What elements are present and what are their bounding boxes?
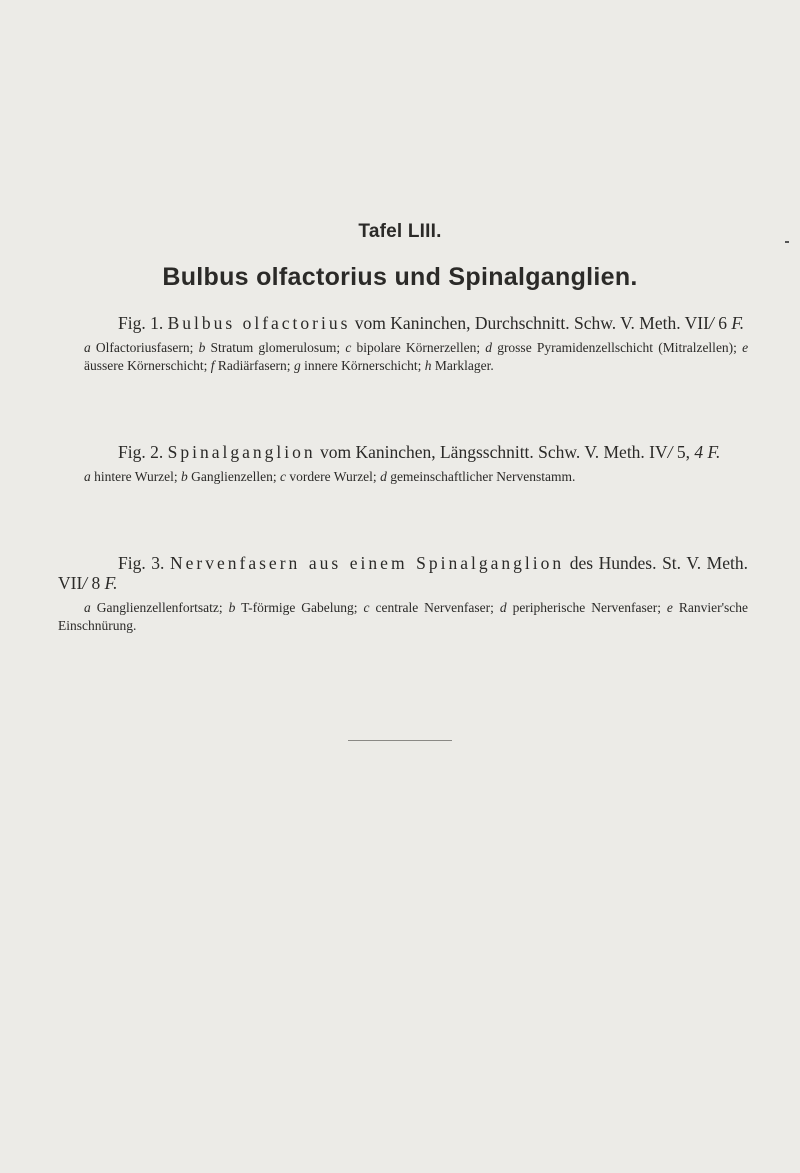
figure-2-unit: 4 F. (694, 442, 721, 462)
legend-text: Stratum glomerulosum; (210, 340, 341, 355)
legend-text: peripherische Nervenfaser; (512, 600, 661, 615)
legend-key: d (380, 469, 387, 484)
figure-3-title (58, 553, 748, 593)
figure-2-title (58, 442, 748, 462)
legend-key: c (280, 469, 287, 484)
figure-2-label: Fig. 2. (118, 442, 164, 462)
legend-text: centrale Nervenfaser; (375, 600, 494, 615)
legend-text: äussere Körnerschicht; (84, 358, 208, 373)
legend-text: vordere Wurzel; (289, 469, 377, 484)
figure-1-title (58, 313, 748, 333)
figure-3-slash: / (82, 573, 88, 593)
figure-2-description: vom Kaninchen, Längsschnitt. Schw. V. Meth. IV (319, 442, 668, 462)
legend-key: h (424, 358, 432, 373)
legend-key: b (198, 340, 206, 355)
legend-key: a (84, 340, 91, 355)
figure-caption-2 (58, 442, 748, 486)
figure-1-slash: / (708, 313, 714, 333)
figure-caption-1 (58, 313, 748, 375)
page-heading: Bulbus olfactorius und Spinalganglien. (162, 263, 638, 291)
legend-text: Radiärfasern; (217, 358, 291, 373)
figure-3-legend (58, 599, 748, 635)
figure-1-label: Fig. 1. (118, 313, 164, 333)
legend-key: g (293, 358, 301, 373)
legend-key: d (499, 600, 507, 615)
figure-1-description: vom Kaninchen, Durchschnitt. Schw. V. Meth. VII (354, 313, 709, 333)
figure-1-magnification: 6 (718, 313, 727, 333)
legend-key: c (363, 600, 370, 615)
plate-title: Tafel LIII. (358, 221, 442, 242)
legend-text: Ganglienzellenfortsatz; (96, 600, 223, 615)
divider-rule (348, 740, 452, 741)
figure-3-magnification: 8 (91, 573, 101, 593)
legend-key: f (210, 358, 215, 373)
legend-text: gemeinschaftlicher Nervenstamm. (390, 469, 576, 484)
figure-3-description: des Hundes. St. V. Meth. VII (58, 553, 748, 593)
figure-caption-3 (58, 553, 748, 635)
figure-1-subject: Bulbus olfactorius (167, 313, 351, 333)
legend-key: b (228, 600, 236, 615)
figure-3-unit: F. (104, 573, 118, 593)
legend-key: b (181, 469, 188, 484)
figure-3-subject: Nervenfasern aus einem Spinalganglion (170, 553, 565, 573)
legend-text: Ganglienzellen; (191, 469, 277, 484)
legend-text: Marklager. (434, 358, 494, 373)
legend-key: d (485, 340, 493, 355)
legend-text: innere Körnerschicht; (304, 358, 422, 373)
legend-text: hintere Wurzel; (94, 469, 178, 484)
legend-key: c (345, 340, 352, 355)
legend-text: grosse Pyramidenzellschicht (Mitralzellen); (497, 340, 737, 355)
legend-key: a (84, 469, 91, 484)
figure-2-legend (58, 468, 748, 486)
figure-2-slash: / (667, 442, 673, 462)
print-speck (785, 241, 789, 243)
figure-2-subject: Spinalganglion (167, 442, 316, 462)
legend-key: e (666, 600, 673, 615)
legend-text: bipolare Körnerzellen; (356, 340, 481, 355)
figure-1-legend (58, 339, 748, 375)
legend-key: e (742, 340, 749, 355)
legend-key: a (84, 600, 91, 615)
figure-1-unit: F. (731, 313, 745, 333)
figure-2-magnification: 5, (676, 442, 691, 462)
figure-3-label: Fig. 3. (118, 553, 165, 573)
legend-text: Olfactoriusfasern; (95, 340, 194, 355)
legend-text: Ranvier'sche Einschnürung. (58, 600, 749, 633)
legend-text: T-förmige Gabelung; (241, 600, 358, 615)
